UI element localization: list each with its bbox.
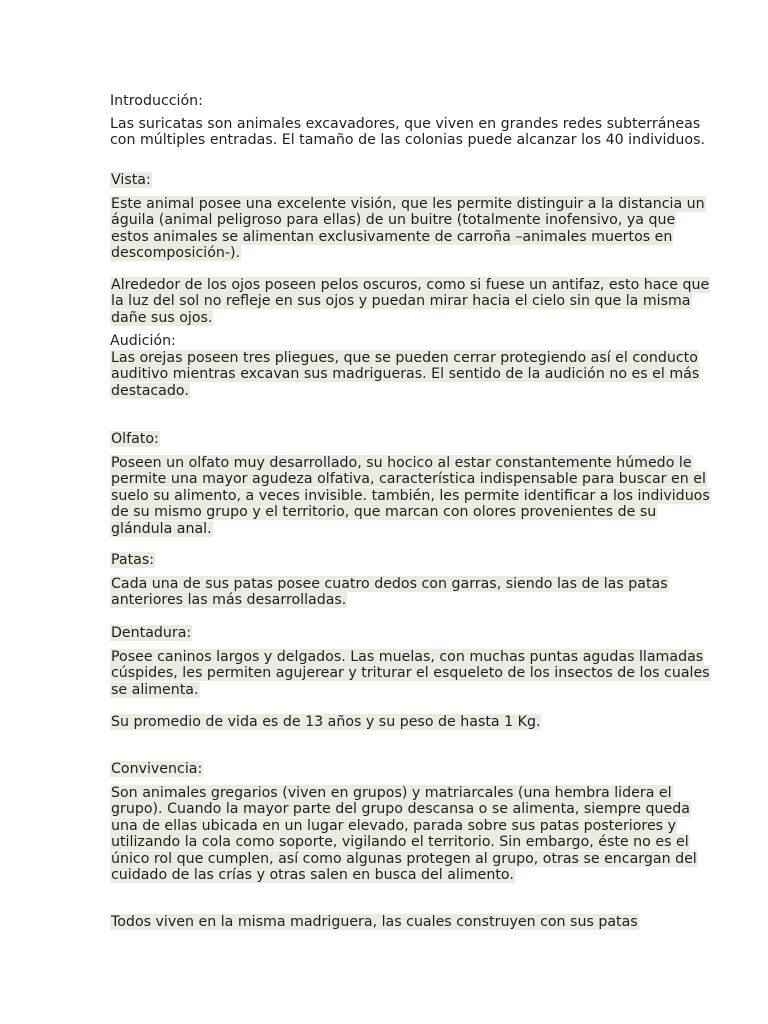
convivencia-heading: Convivencia: — [111, 761, 203, 777]
intro-heading: Introducción: — [110, 93, 203, 109]
vista-paragraph-2: Alrededor de los ojos poseen pelos oscuros, como si fuese un antifaz, esto hace que la luz del sol no refleje en sus ojos y puedan mirar hacia el cielo sin que la misma dañe sus ojos. — [111, 277, 710, 326]
intro-paragraph: Las suricatas son animales excavadores, que viven en grandes redes subterráneas con múltiples entradas. El tamaño de las colonias puede alcanzar los 40 individuos. — [110, 116, 705, 149]
audicion-paragraph: Las orejas poseen tres pliegues, que se pueden cerrar protegiendo así el conducto auditivo mientras excavan sus madrigueras. El sentido de la audición no es el más destacado. — [111, 350, 700, 399]
patas-paragraph: Cada una de sus patas posee cuatro dedos con garras, siendo las de las patas anteriores las más desarrolladas. — [111, 576, 668, 609]
madriguera-paragraph: Todos viven en la misma madriguera, las cuales construyen con sus patas — [111, 914, 638, 930]
vida-paragraph: Su promedio de vida es de 13 años y su peso de hasta 1 Kg. — [111, 714, 541, 730]
dentadura-heading: Dentadura: — [111, 625, 192, 641]
olfato-paragraph: Poseen un olfato muy desarrollado, su hocico al estar constantemente húmedo le permite una mayor agudeza olfativa, característica indispensable para buscar en el suelo su alimento, a veces invisible. también, les permite identificar a los individuos de su mismo grupo y el territorio, que marcan con olores provenientes de su glándula anal. — [111, 455, 710, 537]
olfato-heading: Olfato: — [111, 431, 159, 447]
dentadura-paragraph: Posee caninos largos y delgados. Las muelas, con muchas puntas agudas llamadas cúspides, les permiten agujerear y triturar el esqueleto de los insectos de los cuales se alimenta. — [111, 649, 710, 698]
vista-paragraph-1: Este animal posee una excelente visión, que les permite distinguir a la distancia un águila (animal peligroso para ellas) de un buitre (totalmente inofensivo, ya que estos animales se alimentan exclusivamente de carroña –animales muertos en descomposición-). — [111, 196, 705, 262]
convivencia-paragraph: Son animales gregarios (viven en grupos) y matriarcales (una hembra lidera el grupo). Cuando la mayor parte del grupo descansa o se alimenta, siempre queda una de ellas ubicada en un lugar elevado, parada sobre sus patas posteriores y utilizando la cola como soporte, vigilando el territorio. Sin embargo, éste no es el único rol que cumplen, así como algunas protegen al grupo, otras se encargan del cuidado de las crías y otras salen en busca del alimento. — [111, 785, 697, 884]
patas-heading: Patas: — [111, 552, 155, 568]
vista-heading: Vista: — [111, 172, 151, 188]
audicion-heading: Audición: — [110, 333, 176, 349]
